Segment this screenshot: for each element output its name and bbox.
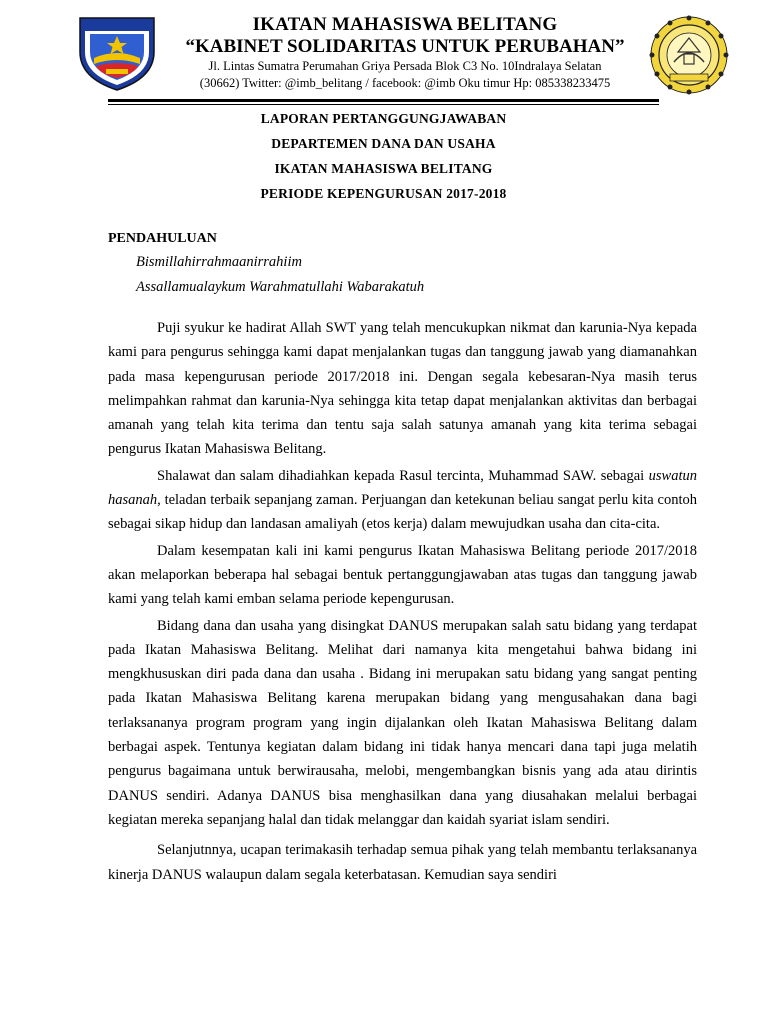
paragraph-4: Bidang dana dan usaha yang disingkat DANUS merupakan salah satu bidang yang terdapat pada Ikatan Mahasiswa Belitang. Melihat dari namanya kita mengetahui bahwa bidang ini mengkhususkan diri pada dana dan usaha . Bidang ini merupakan satu bidang yang sangat penting pada Ikatan Mahasiswa Belitang karena merupakan bidang yang mengusahakan dana bagi terlaksananya program program yang ingin dijalankan oleh Ikatan Mahasiswa Belitang dalam berbagai aspek. Tentunya kegiatan dalam bidang ini tidak hanya mencari dana tapi juga melatih pengurus bagaimana untuk berwirausaha, melobi, mengembangkan bisnis yang ada atau dirintis DANUS sendiri. Adanya DANUS bisa menghasilkan dana yang diusahakan melalui berbagai kegiatan mereka sepanjang halal dan tidak melanggar dan kaidah syariat islam sendiri. — [108, 617, 697, 828]
paragraph-2 — [108, 464, 697, 537]
document-body — [108, 228, 697, 887]
letterhead-divider-thick — [108, 99, 659, 102]
greeting-salam: Assallamualaykum Warahmatullahi Wabarakatuh — [136, 279, 425, 295]
regency-shield-logo-icon — [76, 12, 158, 92]
report-title-line-1: LAPORAN PERTANGGUNGJAWABAN — [260, 111, 507, 126]
paragraph-2-part-b: , teladan terbaik sepanjang zaman. Perjuangan dan ketekunan beliau sangat perlu kita contoh sebagai sikap hidup dan landasan amaliyah (etos kerja) dalam mewujudkan usaha dan cita-cita. — [108, 492, 697, 533]
report-title — [108, 106, 659, 206]
paragraph-2-italic: uswatun hasanah — [108, 467, 697, 509]
paragraph-1: Puji syukur ke hadirat Allah SWT yang telah mencukupkan nikmat dan karunia-Nya kepada kami para pengurus sehingga kami dapat menjalankan tugas dan tanggung jawab yang diamanahkan pada masa kepengurusan periode 2017/2018 ini. Dengan segala kebesaran-Nya masih terus melimpahkan rahmat dan karunia-Nya sehingga kita tetap dapat menjalankan aktivitas dan berbagai amanah yang telah kita terima dan tentu saja salah satunya amanah yang kita terima sebagai pengurus Ikatan Mahasiswa Belitang. — [108, 320, 697, 458]
cabinet-name: “KABINET SOLIDARITAS UNTUK PERUBAHAN” — [185, 36, 625, 57]
report-title-line-3: IKATAN MAHASISWA BELITANG — [274, 161, 493, 176]
address-line-1: Jl. Lintas Sumatra Perumahan Griya Persada Blok C3 No. 10Indralaya Selatan — [208, 59, 602, 73]
organization-name: IKATAN MAHASISWA BELITANG — [252, 14, 558, 35]
paragraph-5: Selanjutnnya, ucapan terimakasih terhadap semua pihak yang telah membantu terlaksananya kinerja DANUS walaupun dalam segala keterbatasan. Kemudian saya sendiri — [108, 842, 697, 883]
greeting-basmalah: Bismillahirrahmaanirrahiim — [136, 254, 302, 270]
imb-organization-seal-icon — [648, 14, 730, 96]
letterhead-divider-thin — [108, 104, 659, 105]
report-title-line-2: DEPARTEMEN DANA DAN USAHA — [271, 136, 496, 151]
letterhead-text — [170, 14, 640, 92]
address-line-2: (30662) Twitter: @imb_belitang / facebook: @imb Oku timur Hp: 085338233475 — [199, 76, 611, 90]
letterhead — [0, 0, 768, 110]
report-title-line-4: PERIODE KEPENGURUSAN 2017-2018 — [260, 186, 507, 201]
paragraph-3: Dalam kesempatan kali ini kami pengurus Ikatan Mahasiswa Belitang periode 2017/2018 akan melaporkan beberapa hal sebagai bentuk pertanggungjawaban atas tugas dan tanggung jawab kami yang telah kami emban selama periode kepengurusan. — [108, 542, 697, 608]
section-heading: PENDAHULUAN — [108, 231, 217, 246]
paragraph-2-part-a: Shalawat dan salam dihadiahkan kepada Rasul tercinta, Muhammad SAW. sebagai — [157, 467, 649, 484]
